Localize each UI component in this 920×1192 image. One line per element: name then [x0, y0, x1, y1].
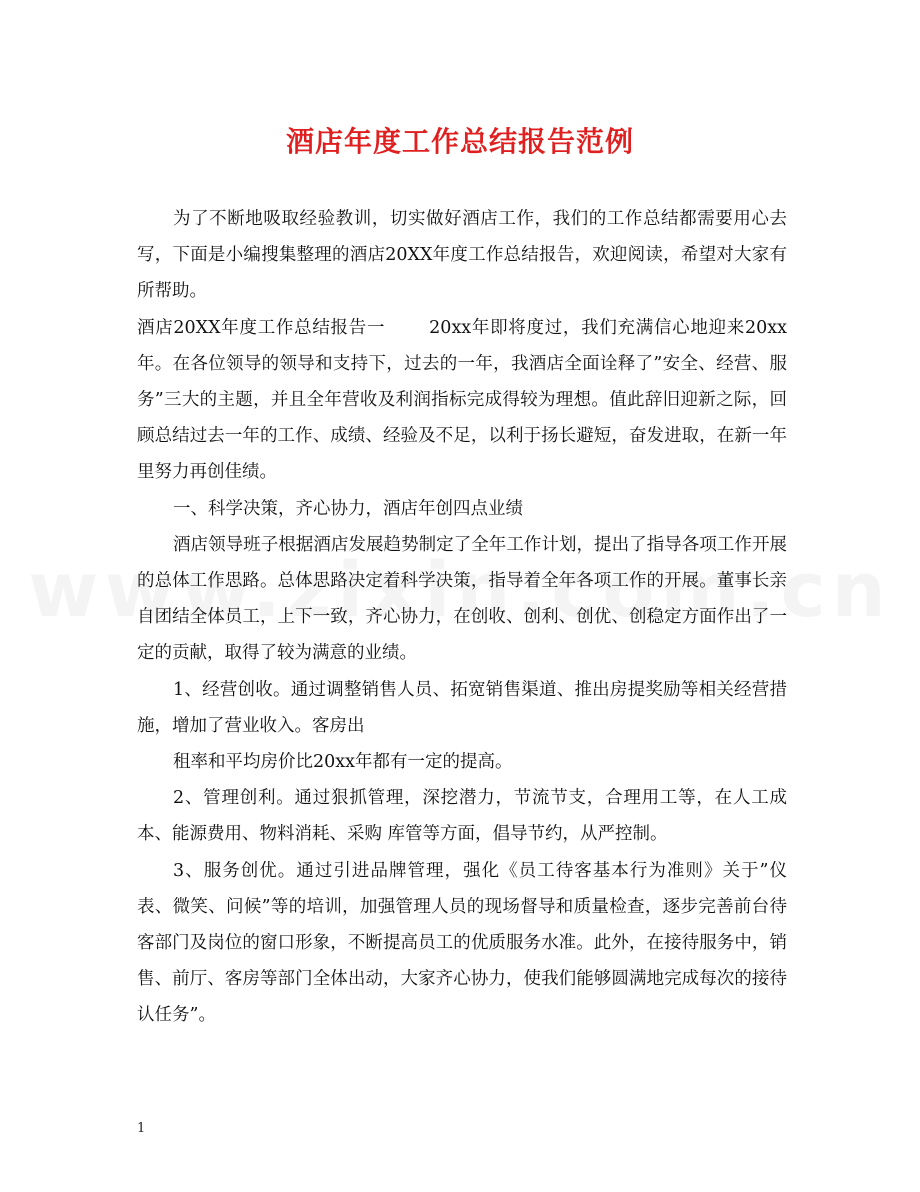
intro-paragraph: 为了不断地吸取经验教训，切实做好酒店工作，我们的工作总结都需要用心去写，下面是小编搜集整理的酒店20XX年度工作总结报告，欢迎阅读，希望对大家有所帮助。	[137, 209, 787, 302]
document-title: 酒店年度工作总结报告范例	[285, 125, 634, 158]
report-opening-paragraph	[137, 310, 787, 491]
page-number: 1	[137, 1121, 146, 1136]
item2-paragraph: 2、管理创利。通过狠抓管理，深挖潜力，节流节支，合理用工等，在人工成本、能源费用、物料消耗、采购 库管等方面，倡导节约，从严控制。	[137, 788, 787, 845]
item1-continuation: 租率和平均房价比20xx年都有一定的提高。	[173, 752, 513, 773]
report-heading: 酒店20XX年度工作总结报告一	[137, 317, 386, 338]
item3-paragraph: 3、服务创优。通过引进品牌管理，强化《员工待客基本行为准则》关于”仪表、微笑、问候”等的培训，加强管理人员的现场督导和质量检查，逐步完善前台待客部门及岗位的窗口形象，不断提高员工的优质服务水准。此外，在接待服务中，销售、前厅、客房等部门全体出动，大家齐心协力，使我们能够圆满地完成每次的接待认任务”。	[137, 860, 787, 1026]
section1-heading: 一、科学决策，齐心协力，酒店年创四点业绩	[173, 498, 523, 519]
item1-paragraph: 1、经营创收。通过调整销售人员、拓宽销售渠道、推出房提奖励等相关经营措施，增加了营业收入。客房出	[137, 679, 787, 736]
report-opening-text: 20xx年即将度过，我们充满信心地迎来20xx年。在各位领导的领导和支持下，过去的一年，我酒店全面诠释了”安全、经营、服务”三大的主题，并且全年营收及利润指标完成得较为理想。值此辞旧迎新之际，回顾总结过去一年的工作、成绩、经验及不足，以利于扬长避短，奋发进取，在新一年里努力再创佳绩。	[137, 317, 787, 483]
document-body	[137, 201, 787, 1034]
section1-body: 酒店领导班子根据酒店发展趋势制定了全年工作计划，提出了指导各项工作开展的总体工作思路。总体思路决定着科学决策，指导着全年各项工作的开展。董事长亲自团结全体员工，上下一致，齐心协力，在创收、创利、创优、创稳定方面作出了一定的贡献，取得了较为满意的业绩。	[137, 534, 787, 664]
